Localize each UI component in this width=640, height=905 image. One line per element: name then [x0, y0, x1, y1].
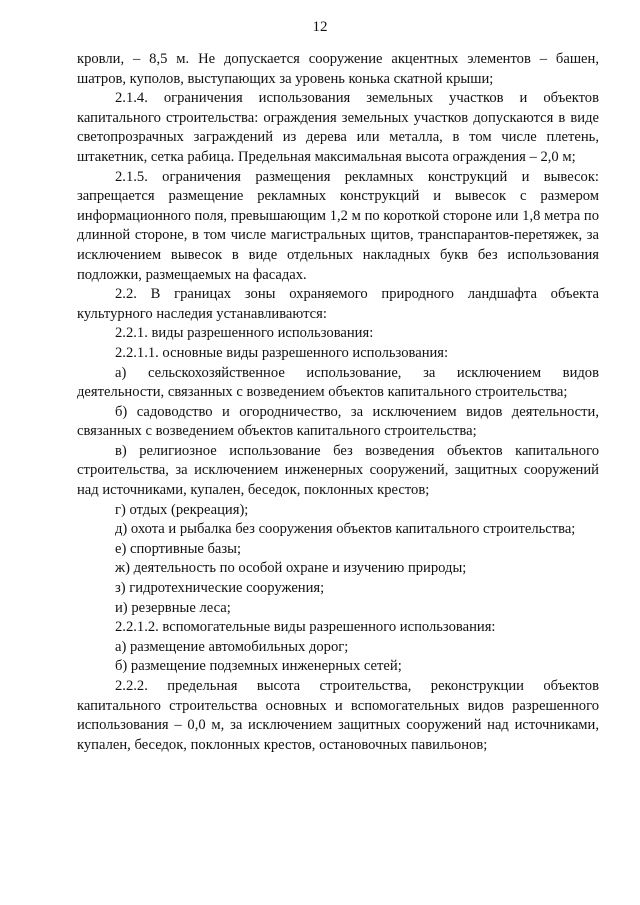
- list-item-a-agriculture: а) сельскохозяйственное использование, за исключением видов деятельности, связанных с возведением объектов капитального строительства;: [77, 364, 599, 401]
- paragraph-2-2-2: 2.2.2. предельная высота строительства, реконструкции объектов капитального строительства основных и вспомогательных видов разрешенного использования – 0,0 м, за исключением защитных сооружений над источниками, купален, беседок, поклонных крестов, остановочных павильонов;: [77, 678, 599, 753]
- list-item-i-forests: и) резервные леса;: [115, 599, 231, 616]
- paragraph-2-2-1-2: 2.2.1.2. вспомогательные виды разрешенного использования:: [115, 619, 496, 636]
- list-item-e-sports: е) спортивные базы;: [115, 540, 242, 557]
- list-item-g-recreation: г) отдых (рекреация);: [115, 501, 249, 518]
- list-item-d-hunting: д) охота и рыбалка без сооружения объектов капитального строительства;: [115, 521, 576, 538]
- list-item-v-religious: в) религиозное использование без возведения объектов капитального строительства, за исключением инженерных сооружений, защитных сооружений над источниками, купален, беседок, поклонных крестов;: [77, 442, 599, 499]
- paragraph-2-2-1-1: 2.2.1.1. основные виды разрешенного использования:: [115, 344, 449, 361]
- document-body: [77, 50, 599, 755]
- list-item-zh-nature: ж) деятельность по особой охране и изучению природы;: [115, 560, 467, 577]
- paragraph-2-1-4: 2.1.4. ограничения использования земельных участков и объектов капитального строительства: ограждения земельных участков допускаются в виде светопрозрачных заграждений из дерева или металла, в том числе плетень, штакетник, сетка рабица. Предельная максимальная высота ограждения – 2,0 м;: [77, 90, 599, 165]
- list-item-z-hydro: з) гидротехнические сооружения;: [115, 580, 325, 597]
- paragraph-roof-continuation: кровли, – 8,5 м. Не допускается сооружение акцентных элементов – башен, шатров, куполов, выступающих за уровень конька скатной крыши;: [77, 51, 599, 87]
- paragraph-2-1-5: 2.1.5. ограничения размещения рекламных конструкций и вывесок: запрещается размещение рекламных конструкций и вывесок с размером информационного поля, превышающим 1,2 м по короткой стороне или 1,8 метра по длинной стороне, в том числе магистральных щитов, транспарантов-перетяжек, за исключением вывесок в виде отдельных накладных букв без использования подложки, размещаемых на фасадах.: [77, 168, 599, 283]
- page-number: 12: [312, 19, 328, 35]
- paragraph-2-2-1: 2.2.1. виды разрешенного использования:: [115, 325, 374, 342]
- list-item-b-networks: б) размещение подземных инженерных сетей;: [115, 658, 402, 675]
- paragraph-2-2: 2.2. В границах зоны охраняемого природного ландшафта объекта культурного наследия устанавливаются:: [77, 286, 599, 322]
- list-item-a-roads: а) размещение автомобильных дорог;: [115, 638, 349, 655]
- list-item-b-gardening: б) садоводство и огородничество, за исключением видов деятельности, связанных с возведением объектов капитального строительства;: [77, 403, 599, 440]
